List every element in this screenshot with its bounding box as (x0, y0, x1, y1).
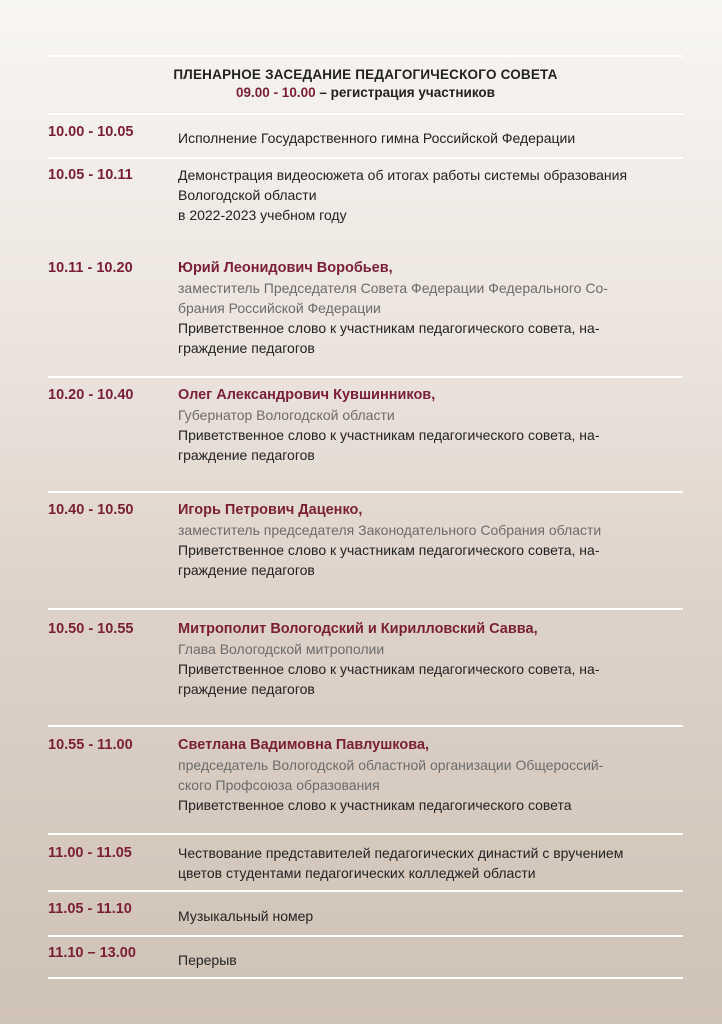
registration-text: – регистрация участников (315, 85, 495, 100)
divider (48, 113, 683, 115)
divider (48, 376, 683, 378)
speaker-role: заместитель Председателя Совета Федерации Федерального Со- (178, 280, 608, 296)
agenda-time: 10.40 - 10.50 (48, 502, 134, 518)
divider (48, 55, 683, 57)
description-line: Приветственное слово к участникам педагогического совета, на- (178, 661, 600, 677)
description-line: Перерыв (178, 952, 237, 968)
divider (48, 491, 683, 493)
agenda-description (178, 500, 683, 580)
speaker-role: заместитель председателя Законодательного Собрания области (178, 522, 602, 538)
agenda-description (178, 258, 683, 358)
description-line: граждение педагогов (178, 340, 315, 356)
description-line: Исполнение Государственного гимна Российской Федерации (178, 130, 576, 146)
registration-time: 09.00 - 10.00 (236, 85, 316, 100)
description-line: граждение педагогов (178, 447, 315, 463)
agenda-description (178, 735, 683, 815)
description-line: Демонстрация видеосюжета об итогах работы системы образования (178, 167, 628, 183)
header-title: ПЛЕНАРНОЕ ЗАСЕДАНИЕ ПЕДАГОГИЧЕСКОГО СОВЕТА (173, 67, 558, 82)
agenda-description (178, 843, 683, 883)
speaker-role: председатель Вологодской областной организации Общероссий- (178, 757, 604, 773)
divider (48, 157, 683, 159)
divider (48, 977, 683, 979)
agenda-time: 11.00 - 11.05 (48, 845, 132, 861)
description-line: Приветственное слово к участникам педагогического совета (178, 797, 572, 813)
divider (48, 725, 683, 727)
speaker-name: Светлана Вадимовна Павлушкова, (178, 737, 430, 753)
agenda-time: 10.00 - 10.05 (48, 124, 134, 140)
description-line: граждение педагогов (178, 562, 315, 578)
registration-line (48, 84, 683, 102)
speaker-role: ского Профсоюза образования (178, 777, 380, 793)
speaker-role: Губернатор Вологодской области (178, 407, 395, 423)
program-header (48, 66, 683, 102)
speaker-name: Игорь Петрович Даценко, (178, 502, 363, 518)
divider (48, 935, 683, 937)
description-line: Приветственное слово к участникам педагогического совета, на- (178, 320, 600, 336)
agenda-description (178, 165, 683, 225)
description-line: Музыкальный номер (178, 908, 314, 924)
description-line: в 2022-2023 учебном году (178, 207, 347, 223)
description-line: цветов студентами педагогических колледжей области (178, 865, 536, 881)
description-line: Приветственное слово к участникам педагогического совета, на- (178, 542, 600, 558)
divider (48, 833, 683, 835)
agenda-description (178, 128, 683, 148)
agenda-time: 10.20 - 10.40 (48, 387, 134, 403)
speaker-name: Олег Александрович Кувшинников, (178, 387, 436, 403)
agenda-description (178, 385, 683, 465)
agenda-time: 11.05 - 11.10 (48, 901, 132, 917)
description-line: Чествование представителей педагогических династий с вручением (178, 845, 624, 861)
speaker-name: Юрий Леонидович Воробьев, (178, 260, 393, 276)
agenda-time: 10.50 - 10.55 (48, 621, 134, 637)
speaker-name: Митрополит Вологодский и Кирилловский Савва, (178, 621, 538, 637)
agenda-description (178, 906, 683, 926)
divider (48, 608, 683, 610)
description-line: граждение педагогов (178, 681, 315, 697)
agenda-time: 10.55 - 11.00 (48, 737, 133, 753)
agenda-time: 11.10 – 13.00 (48, 945, 136, 961)
program-page (48, 0, 683, 1024)
description-line: Приветственное слово к участникам педагогического совета, на- (178, 427, 600, 443)
speaker-role: Глава Вологодской митрополии (178, 641, 385, 657)
divider (48, 890, 683, 892)
speaker-role: брания Российской Федерации (178, 300, 381, 316)
agenda-time: 10.11 - 10.20 (48, 260, 133, 276)
description-line: Вологодской области (178, 187, 317, 203)
agenda-description (178, 950, 683, 970)
agenda-description (178, 619, 683, 699)
agenda-time: 10.05 - 10.11 (48, 167, 133, 183)
